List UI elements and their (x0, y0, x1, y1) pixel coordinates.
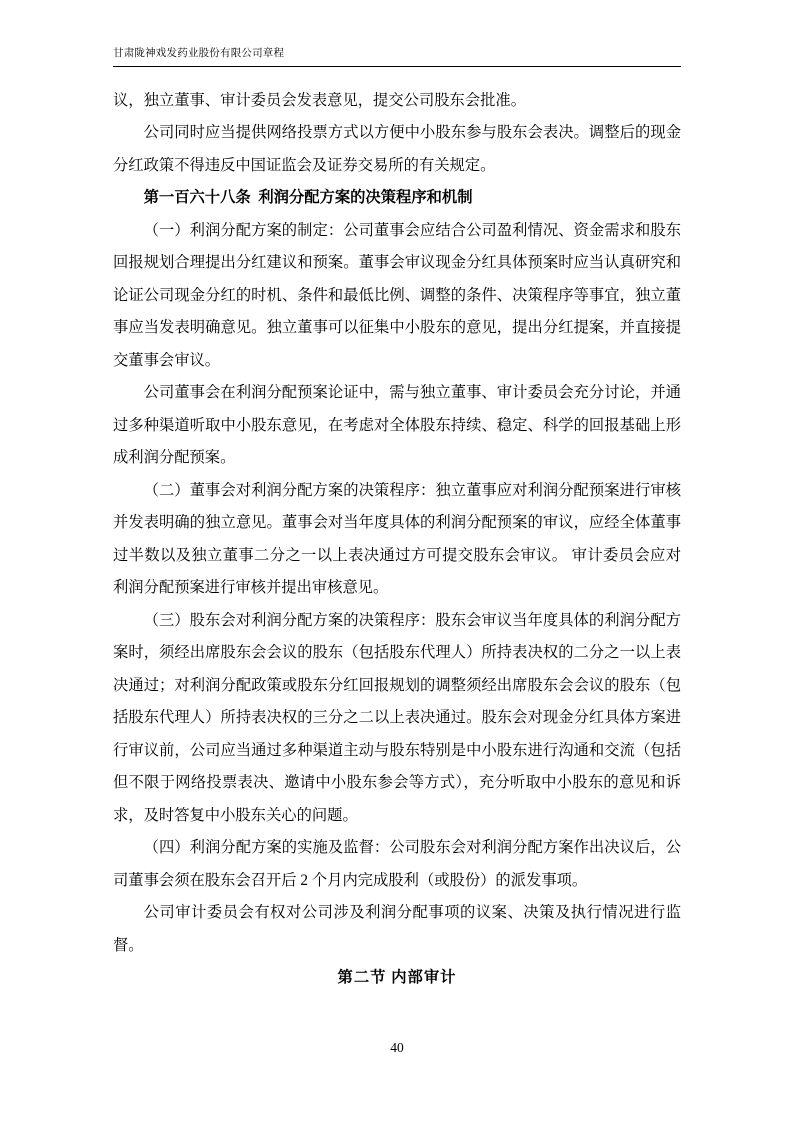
section-heading-internal-audit: 第二节 内部审计 (337, 969, 457, 987)
article-number: 第一百六十八条 (143, 189, 251, 207)
paragraph-audit-supervision: 公司审计委员会有权对公司涉及利润分配事项的议案、决策及执行情况进行监督。 (113, 904, 681, 954)
document-body (113, 85, 681, 995)
paragraph-item-2: （二）董事会对利润分配方案的决策程序：独立董事应对利润分配预案进行审核并发表明确的独立意见。董事会对当年度具体的利润分配预案的审议，应经全体董事过半数以及独立董事二分之一以上表决通过方可提交股东会审议。 审计委员会应对利润分配预案进行审核并提出审核意见。 (113, 481, 681, 597)
paragraph-continuation: 议，独立董事、审计委员会发表意见，提交公司股东会批准。 (113, 91, 527, 109)
paragraph-item-3: （三）股东会对利润分配方案的决策程序：股东会审议当年度具体的利润分配方案时，须经出席股东会会议的股东（包括股东代理人）所持表决权的二分之一以上表决通过；对利润分配政策或股东分红回报规划的调整须经出席股东会会议的股东（包括股东代理人）所持表决权的三分之二以上表决通过。股东会对现金分红具体方案进行审议前，公司应当通过多种渠道主动与股东特别是中小股东进行沟通和交流（包括但不限于网络投票表决、邀请中小股东参会等方式），充分听取中小股东的意见和诉求，及时答复中小股东关心的问题。 (113, 611, 681, 824)
paragraph-board-discussion: 公司董事会在利润分配预案论证中，需与独立董事、审计委员会充分讨论，并通过多种渠道听取中小股东意见，在考虑对全体股东持续、稳定、科学的回报基础上形成利润分配预案。 (113, 384, 681, 467)
paragraph-item-4: （四）利润分配方案的实施及监督：公司股东会对利润分配方案作出决议后，公司董事会须在股东会召开后 2 个月内完成股利（或股份）的派发事项。 (113, 839, 681, 889)
paragraph-voting-methods: 公司同时应当提供网络投票方式以方便中小股东参与股东会表决。调整后的现金分红政策不得违反中国证监会及证券交易所的有关规定。 (113, 124, 681, 174)
page-number: 40 (390, 1040, 404, 1055)
article-title: 利润分配方案的决策程序和机制 (258, 189, 473, 207)
paragraph-item-1: （一）利润分配方案的制定：公司董事会应结合公司盈利情况、资金需求和股东回报规划合理提出分红建议和预案。董事会审议现金分红具体预案时应当认真研究和论证公司现金分红的时机、条件和最低比例、调整的条件、决策程序等事宜，独立董事应当发表明确意见。独立董事可以征集中小股东的意见，提出分红提案，并直接提交董事会审议。 (113, 221, 681, 369)
article-168-heading (113, 182, 681, 215)
page-content (113, 46, 681, 995)
page-header: 甘肃陇神戏发药业股份有限公司章程 (113, 46, 681, 67)
